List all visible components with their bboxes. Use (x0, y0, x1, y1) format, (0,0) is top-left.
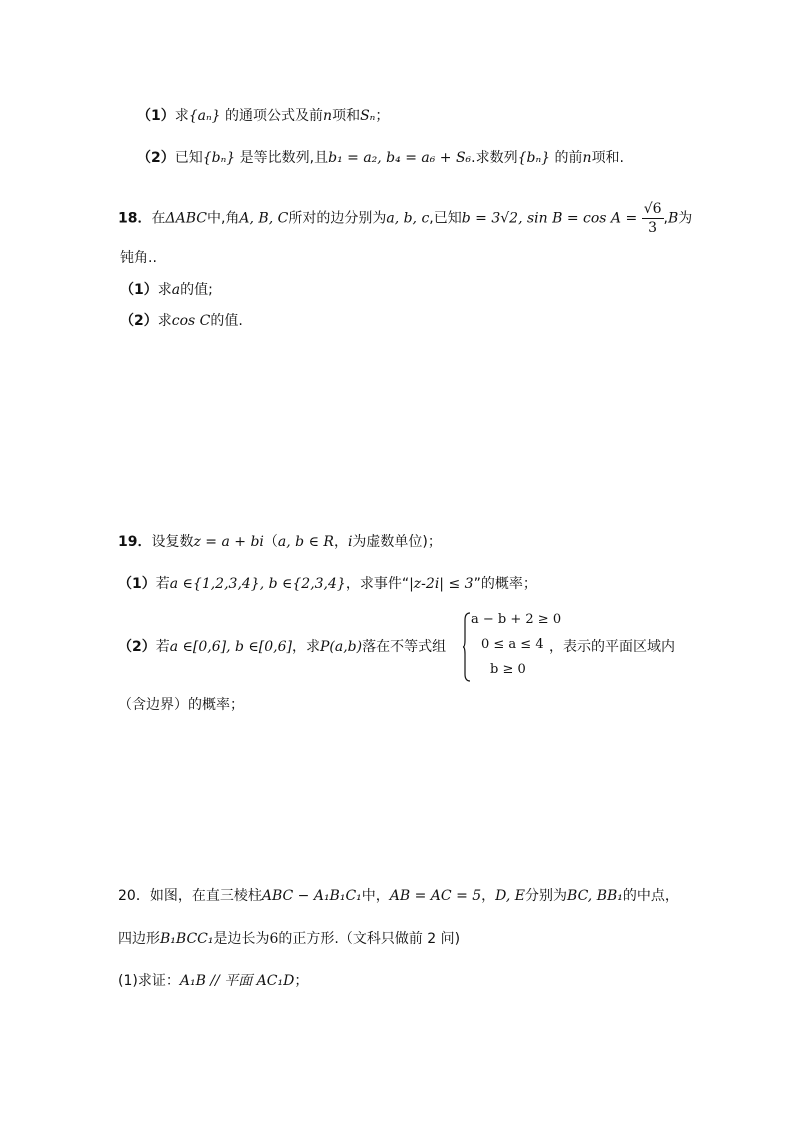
q19-part1: （1）若a ∈{1,2,3,4}, b ∈{2,3,4}，求事件“|z-2i| ≤ 3”的概率； (118, 576, 537, 592)
q18-part1: （1）求a的值; (120, 282, 213, 298)
q19-stem: 19．设复数z = a + bi（a, b ∈ R，i为虚数单位)； (118, 534, 442, 550)
left-brace-icon (463, 612, 471, 682)
q19-part2-line2: （含边界）的概率； (118, 697, 244, 713)
q17-part2: （2）已知{bₙ} 是等比数列,且b₁ = a₂, b₄ = a₆ + S₆.求数列{bₙ} 的前n项和. (137, 150, 625, 166)
q18-stem: 18．在ΔABC中,角A, B, C所对的边分别为a, b, c,已知b = 3√2, sin B = cos A = $\frac{√6}{3}$ ,B为 (118, 201, 693, 236)
inequality-row-1: a − b + 2 ≥ 0 (471, 612, 562, 627)
q18-stem-line2: 钝角.. (120, 250, 157, 266)
inequality-row-2: 0 ≤ a ≤ 4 (481, 637, 544, 652)
q19-part2-tail: ，表示的平面区域内 (549, 639, 675, 655)
sqrt6-over-3-fraction: $\frac{√6}{3}$ (643, 201, 662, 236)
inequality-row-3: b ≥ 0 (490, 662, 526, 677)
q17-part1: （1）求{aₙ} 的通项公式及前n项和Sₙ； (137, 108, 390, 124)
q18-part2: （2）求cos C的值. (120, 313, 243, 329)
q20-part1: (1)求证：A₁B // 平面 AC₁D； (118, 973, 309, 989)
q19-part2: （2）若a ∈[0,6], b ∈[0,6]，求P(a,b)落在不等式组 (118, 639, 447, 655)
q20-stem: 20．如图，在直三棱柱ABC − A₁B₁C₁中，AB = AC = 5，D, E分别为BC, BB₁的中点， (118, 888, 679, 904)
q20-stem-line2: 四边形B₁BCC₁是边长为6的正方形.（文科只做前 2 问) (118, 931, 461, 947)
